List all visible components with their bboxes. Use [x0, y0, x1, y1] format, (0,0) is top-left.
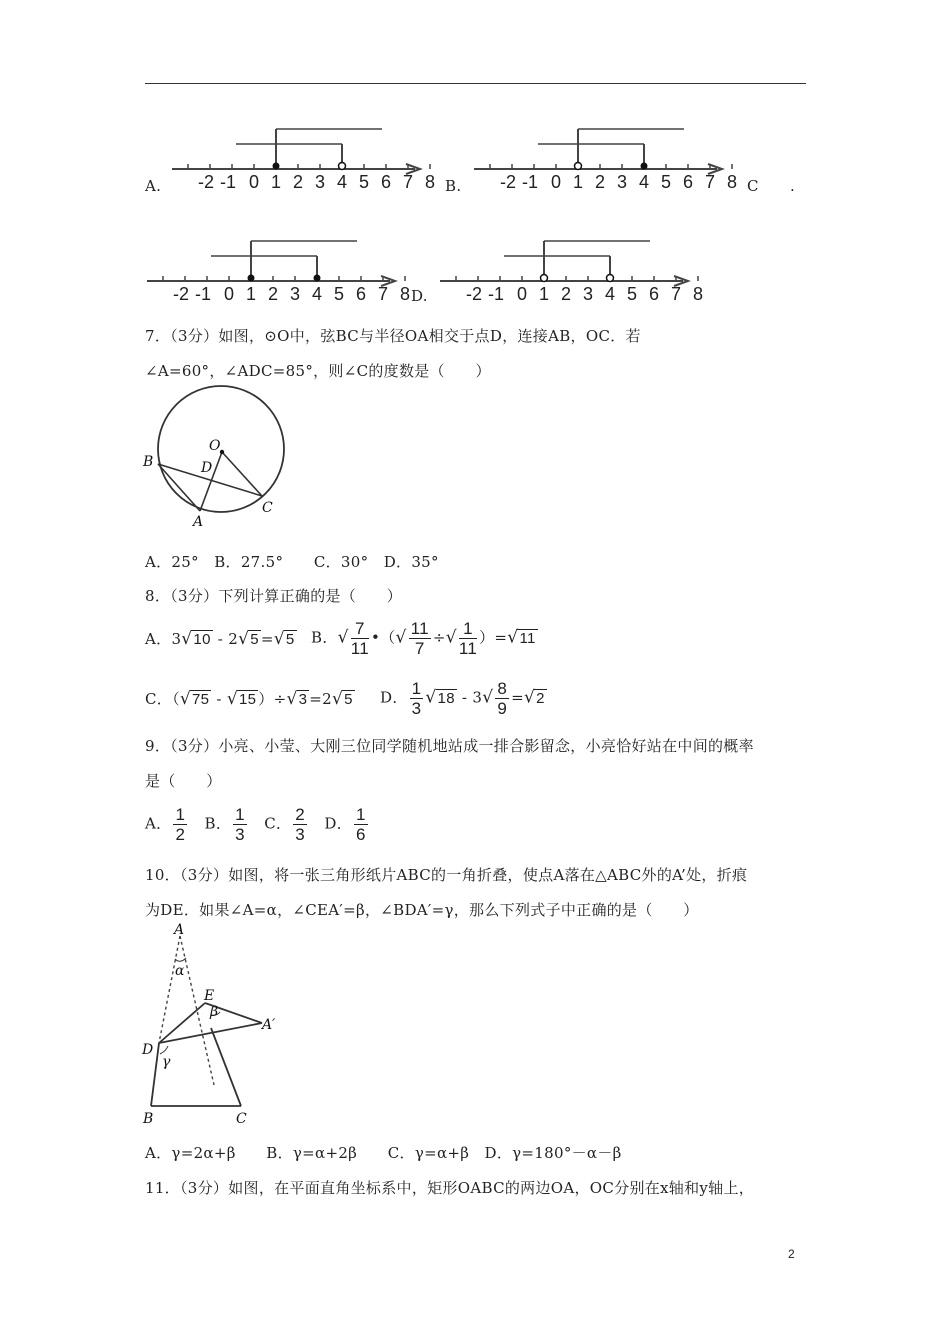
label-d: D [142, 1042, 154, 1058]
q6-option-c-dot: . [790, 177, 796, 195]
tick-label: -1 [220, 172, 237, 192]
tick-label: 6 [683, 172, 694, 192]
tick-label: -1 [488, 284, 505, 304]
label-o: O [209, 438, 221, 454]
tick-label: -1 [195, 284, 212, 304]
tick-label: 1 [246, 284, 257, 304]
tick-label: 0 [224, 284, 235, 304]
number-line-b [472, 125, 738, 195]
tick-label: 5 [661, 172, 672, 192]
q8-d-expression: D． $\frac{1}{3}$ √18 - 3√ $\frac{8}{9}$ =√2 [380, 679, 545, 718]
label-alpha: α [175, 963, 185, 979]
label-beta: β [210, 1004, 219, 1020]
tick-label: 4 [312, 284, 323, 304]
label-d: D [201, 460, 213, 476]
q6-option-d-label: D. [411, 287, 428, 305]
q9-d-label: D． [324, 814, 353, 833]
tick-label: 2 [595, 172, 606, 192]
tick-label: 7 [378, 284, 389, 304]
tick-label: 8 [425, 172, 436, 192]
tick-label: 2 [561, 284, 572, 304]
tick-label: 3 [290, 284, 301, 304]
label-c: C [236, 1111, 247, 1127]
tick-label: 7 [705, 172, 716, 192]
q8-b-label: B． [311, 628, 338, 647]
label-e: E [204, 988, 215, 1004]
q9-a-label: A． [145, 814, 172, 833]
label-b: B [143, 454, 154, 470]
header-rule [145, 83, 806, 84]
tick-label: -2 [466, 284, 483, 304]
label-a: A [174, 922, 185, 938]
q7-line1: 7．（3分）如图，⊙O中，弦BC与半径OA相交于点D，连接AB，OC．若 [145, 327, 641, 345]
q9-line2: 是（ ） [145, 772, 222, 790]
tick-label: 2 [293, 172, 304, 192]
q8-line1: 8．（3分）下列计算正确的是（ ） [145, 587, 402, 605]
tick-label: 3 [315, 172, 326, 192]
q8-c-expression: C．（√75 - √15 ）÷√3 =2√5 [145, 689, 353, 709]
number-line-c [145, 237, 411, 307]
tick-label: -1 [522, 172, 539, 192]
tick-label: -2 [198, 172, 215, 192]
tick-label: 0 [551, 172, 562, 192]
q10-options: A．γ=2α+β B．γ=α+2β C．γ=α+β D．γ=180°－α－β [145, 1144, 622, 1162]
tick-label: 0 [249, 172, 260, 192]
q7-line2: ∠A=60°，∠ADC=85°，则∠C的度数是（ ） [145, 362, 491, 380]
label-a-prime: A′ [262, 1017, 276, 1033]
circle-figure [140, 384, 290, 529]
tick-label: 6 [356, 284, 367, 304]
tick-label: 3 [583, 284, 594, 304]
tick-label: 8 [400, 284, 411, 304]
label-gamma: γ [162, 1054, 171, 1070]
tick-label: 3 [617, 172, 628, 192]
tick-label: -2 [500, 172, 517, 192]
tick-label: 4 [605, 284, 616, 304]
number-line-a [170, 125, 436, 195]
q10-line2: 为DE．如果∠A=α，∠CEA′=β，∠BDA′=γ，那么下列式子中正确的是（ ） [145, 901, 699, 919]
q8-b-expression: B．√ $\frac{7}{11}$ •（√ $\frac{11}{7}$ ÷√ $\frac{1}{11}$ ）=√11 [311, 619, 536, 658]
tick-label: 5 [627, 284, 638, 304]
fold-triangle-figure [138, 924, 288, 1134]
q9-options: A． $\frac{1}{2}$ B． $\frac{1}{3}$ C． $\frac{2}{3}$ D． $\frac{1}{6}$ [145, 805, 366, 844]
tick-label: -2 [173, 284, 190, 304]
tick-label: 6 [381, 172, 392, 192]
label-a: A [193, 514, 204, 530]
q8-d-label: D． [380, 688, 408, 707]
tick-label: 8 [727, 172, 738, 192]
tick-label: 5 [334, 284, 345, 304]
q9-line1: 9．（3分）小亮、小莹、大刚三位同学随机地站成一排合影留念，小亮恰好站在中间的概率 [145, 737, 754, 755]
q8-row1: A．3√10 - 2√5 =√5 [145, 629, 295, 649]
number-line-d [438, 237, 704, 307]
q6-option-b-label: B. [445, 177, 462, 195]
q8-c-label: C． [145, 690, 173, 708]
tick-label: 0 [517, 284, 528, 304]
tick-label: 2 [268, 284, 279, 304]
tick-label: 7 [671, 284, 682, 304]
page-number: 2 [788, 1247, 795, 1261]
tick-label: 4 [337, 172, 348, 192]
q8-a-label: A． [145, 630, 172, 648]
q6-option-a-label: A. [145, 177, 162, 195]
q9-c-label: C． [264, 814, 292, 833]
q11-line1: 11．（3分）如图，在平面直角坐标系中，矩形OABC的两边OA，OC分别在x轴和y轴上， [145, 1179, 755, 1197]
tick-label: 5 [359, 172, 370, 192]
tick-label: 6 [649, 284, 660, 304]
tick-label: 1 [271, 172, 282, 192]
q10-line1: 10．（3分）如图，将一张三角形纸片ABC的一角折叠，使点A落在△ABC外的A’处，折痕 [145, 866, 748, 884]
tick-label: 4 [639, 172, 650, 192]
q6-option-c-label: C [747, 177, 759, 195]
tick-label: 7 [403, 172, 414, 192]
tick-label: 1 [573, 172, 584, 192]
q7-options: A．25° B．27.5° C．30° D．35° [145, 553, 439, 571]
label-c: C [262, 500, 273, 516]
q9-b-label: B． [204, 814, 232, 833]
tick-label: 1 [539, 284, 550, 304]
label-b: B [143, 1111, 154, 1127]
tick-label: 8 [693, 284, 704, 304]
